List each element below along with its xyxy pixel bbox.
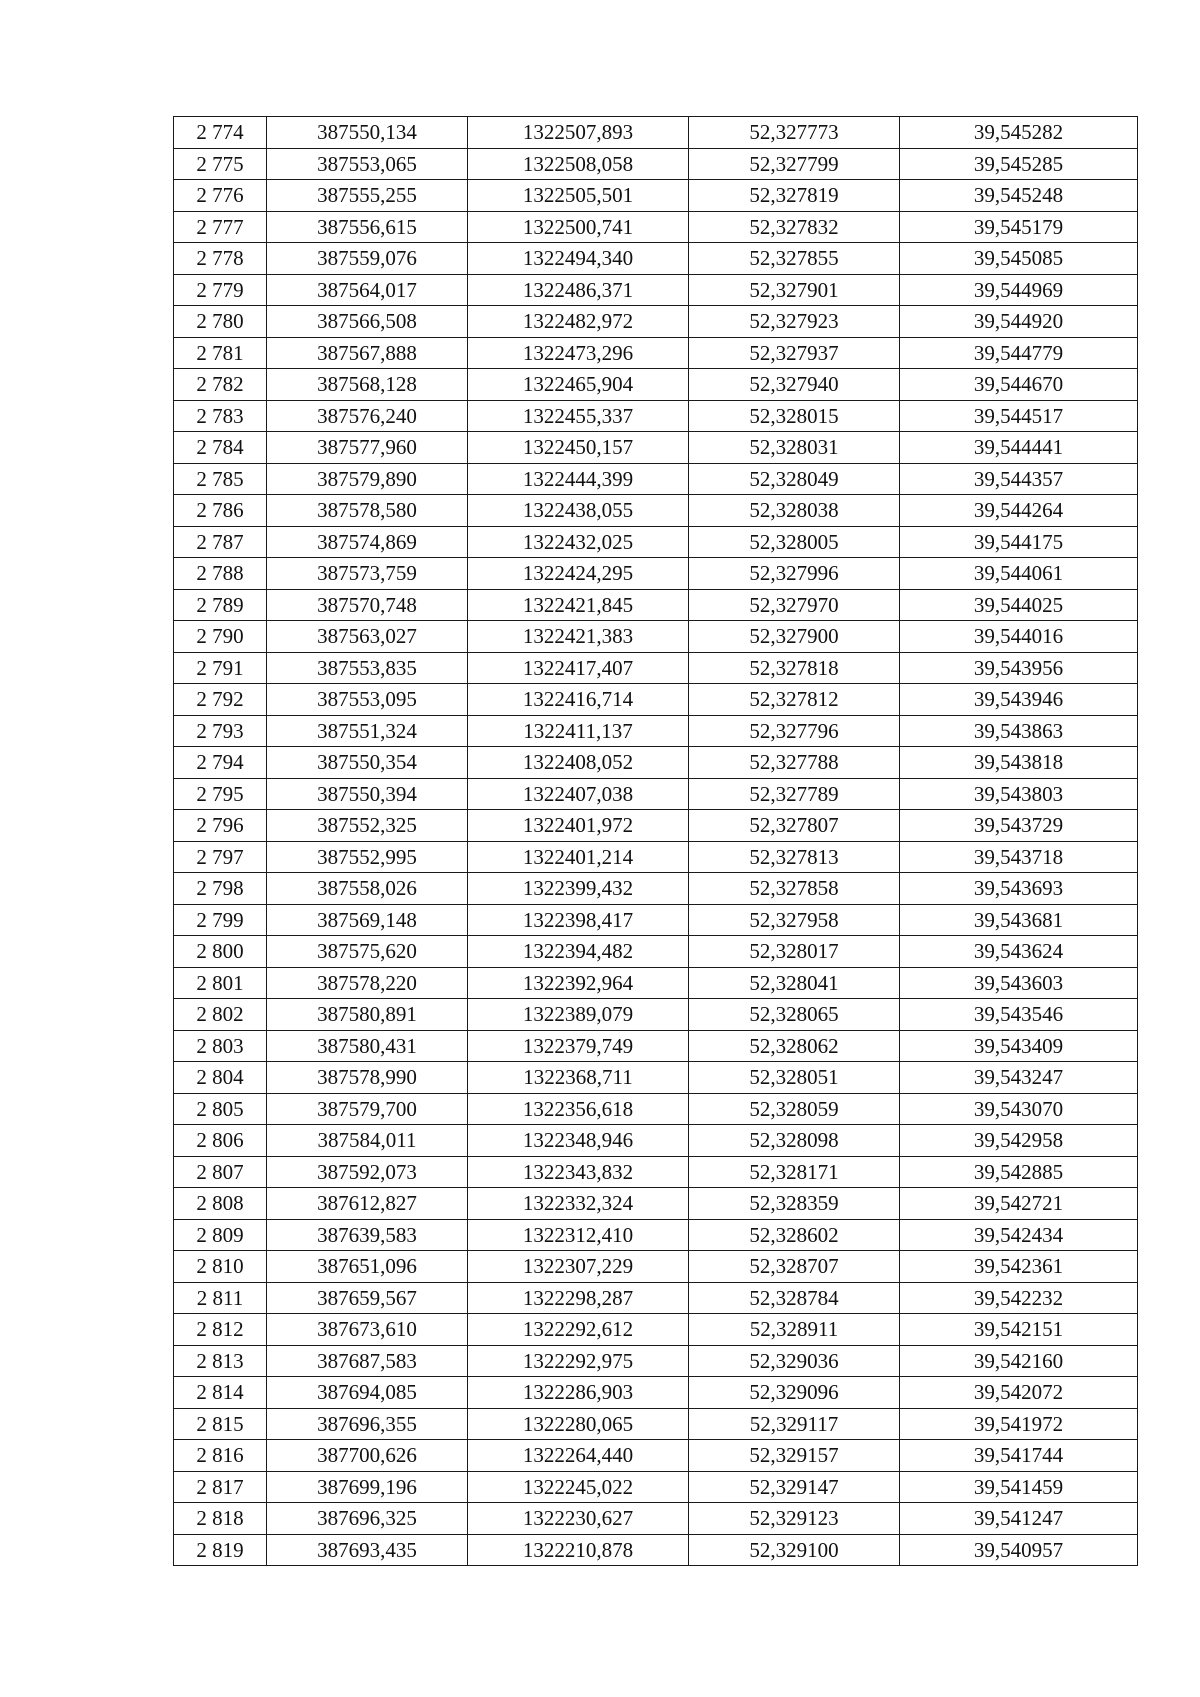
x-coordinate-cell: 387564,017 [267, 274, 468, 306]
x-coordinate-cell: 387579,890 [267, 463, 468, 495]
y-coordinate-cell: 1322508,058 [468, 148, 689, 180]
point-number-cell: 2 795 [174, 778, 267, 810]
table-row [174, 684, 1138, 716]
y-coordinate-cell: 1322292,612 [468, 1314, 689, 1346]
point-number-cell: 2 799 [174, 904, 267, 936]
table-row [174, 117, 1138, 149]
y-coordinate-cell: 1322444,399 [468, 463, 689, 495]
point-number-cell: 2 798 [174, 873, 267, 905]
latitude-cell: 52,327789 [689, 778, 900, 810]
y-coordinate-cell: 1322230,627 [468, 1503, 689, 1535]
latitude-cell: 52,328602 [689, 1219, 900, 1251]
x-coordinate-cell: 387584,011 [267, 1125, 468, 1157]
x-coordinate-cell: 387592,073 [267, 1156, 468, 1188]
longitude-cell: 39,542721 [900, 1188, 1138, 1220]
longitude-cell: 39,545282 [900, 117, 1138, 149]
point-number-cell: 2 780 [174, 306, 267, 338]
longitude-cell: 39,542885 [900, 1156, 1138, 1188]
latitude-cell: 52,328031 [689, 432, 900, 464]
longitude-cell: 39,542958 [900, 1125, 1138, 1157]
table-row [174, 1377, 1138, 1409]
latitude-cell: 52,328015 [689, 400, 900, 432]
longitude-cell: 39,545285 [900, 148, 1138, 180]
point-number-cell: 2 774 [174, 117, 267, 149]
point-number-cell: 2 791 [174, 652, 267, 684]
latitude-cell: 52,328017 [689, 936, 900, 968]
longitude-cell: 39,543624 [900, 936, 1138, 968]
y-coordinate-cell: 1322312,410 [468, 1219, 689, 1251]
table-row [174, 936, 1138, 968]
x-coordinate-cell: 387550,394 [267, 778, 468, 810]
table-row [174, 1345, 1138, 1377]
x-coordinate-cell: 387696,325 [267, 1503, 468, 1535]
table-row [174, 1251, 1138, 1283]
x-coordinate-cell: 387558,026 [267, 873, 468, 905]
longitude-cell: 39,541972 [900, 1408, 1138, 1440]
y-coordinate-cell: 1322505,501 [468, 180, 689, 212]
latitude-cell: 52,327773 [689, 117, 900, 149]
x-coordinate-cell: 387580,891 [267, 999, 468, 1031]
latitude-cell: 52,328038 [689, 495, 900, 527]
y-coordinate-cell: 1322500,741 [468, 211, 689, 243]
y-coordinate-cell: 1322411,137 [468, 715, 689, 747]
x-coordinate-cell: 387574,869 [267, 526, 468, 558]
longitude-cell: 39,544969 [900, 274, 1138, 306]
table-row [174, 274, 1138, 306]
longitude-cell: 39,542072 [900, 1377, 1138, 1409]
latitude-cell: 52,328065 [689, 999, 900, 1031]
longitude-cell: 39,543603 [900, 967, 1138, 999]
table-row [174, 1408, 1138, 1440]
longitude-cell: 39,544357 [900, 463, 1138, 495]
point-number-cell: 2 801 [174, 967, 267, 999]
y-coordinate-cell: 1322482,972 [468, 306, 689, 338]
y-coordinate-cell: 1322401,214 [468, 841, 689, 873]
table-row [174, 337, 1138, 369]
latitude-cell: 52,328784 [689, 1282, 900, 1314]
x-coordinate-cell: 387673,610 [267, 1314, 468, 1346]
table-row [174, 621, 1138, 653]
longitude-cell: 39,541744 [900, 1440, 1138, 1472]
latitude-cell: 52,327970 [689, 589, 900, 621]
table-row [174, 904, 1138, 936]
longitude-cell: 39,543946 [900, 684, 1138, 716]
point-number-cell: 2 794 [174, 747, 267, 779]
point-number-cell: 2 800 [174, 936, 267, 968]
y-coordinate-cell: 1322292,975 [468, 1345, 689, 1377]
longitude-cell: 39,541247 [900, 1503, 1138, 1535]
latitude-cell: 52,329036 [689, 1345, 900, 1377]
table-row [174, 810, 1138, 842]
longitude-cell: 39,545179 [900, 211, 1138, 243]
x-coordinate-cell: 387659,567 [267, 1282, 468, 1314]
x-coordinate-cell: 387578,580 [267, 495, 468, 527]
latitude-cell: 52,327832 [689, 211, 900, 243]
x-coordinate-cell: 387559,076 [267, 243, 468, 275]
latitude-cell: 52,328041 [689, 967, 900, 999]
y-coordinate-cell: 1322486,371 [468, 274, 689, 306]
table-row [174, 558, 1138, 590]
y-coordinate-cell: 1322507,893 [468, 117, 689, 149]
latitude-cell: 52,327818 [689, 652, 900, 684]
longitude-cell: 39,540957 [900, 1534, 1138, 1566]
point-number-cell: 2 790 [174, 621, 267, 653]
longitude-cell: 39,542151 [900, 1314, 1138, 1346]
point-number-cell: 2 785 [174, 463, 267, 495]
table-row [174, 369, 1138, 401]
longitude-cell: 39,544061 [900, 558, 1138, 590]
point-number-cell: 2 816 [174, 1440, 267, 1472]
table-row [174, 463, 1138, 495]
x-coordinate-cell: 387556,615 [267, 211, 468, 243]
latitude-cell: 52,329117 [689, 1408, 900, 1440]
point-number-cell: 2 778 [174, 243, 267, 275]
x-coordinate-cell: 387580,431 [267, 1030, 468, 1062]
latitude-cell: 52,327923 [689, 306, 900, 338]
longitude-cell: 39,543546 [900, 999, 1138, 1031]
y-coordinate-cell: 1322368,711 [468, 1062, 689, 1094]
latitude-cell: 52,328171 [689, 1156, 900, 1188]
longitude-cell: 39,543409 [900, 1030, 1138, 1062]
y-coordinate-cell: 1322280,065 [468, 1408, 689, 1440]
y-coordinate-cell: 1322307,229 [468, 1251, 689, 1283]
point-number-cell: 2 784 [174, 432, 267, 464]
point-number-cell: 2 809 [174, 1219, 267, 1251]
latitude-cell: 52,327807 [689, 810, 900, 842]
table-row [174, 400, 1138, 432]
point-number-cell: 2 793 [174, 715, 267, 747]
point-number-cell: 2 788 [174, 558, 267, 590]
latitude-cell: 52,328049 [689, 463, 900, 495]
longitude-cell: 39,543863 [900, 715, 1138, 747]
x-coordinate-cell: 387569,148 [267, 904, 468, 936]
y-coordinate-cell: 1322264,440 [468, 1440, 689, 1472]
longitude-cell: 39,542434 [900, 1219, 1138, 1251]
y-coordinate-cell: 1322421,383 [468, 621, 689, 653]
table-row [174, 1314, 1138, 1346]
latitude-cell: 52,327900 [689, 621, 900, 653]
point-number-cell: 2 807 [174, 1156, 267, 1188]
longitude-cell: 39,544920 [900, 306, 1138, 338]
longitude-cell: 39,544264 [900, 495, 1138, 527]
latitude-cell: 52,328005 [689, 526, 900, 558]
point-number-cell: 2 781 [174, 337, 267, 369]
table-row [174, 1188, 1138, 1220]
point-number-cell: 2 777 [174, 211, 267, 243]
latitude-cell: 52,328707 [689, 1251, 900, 1283]
longitude-cell: 39,543681 [900, 904, 1138, 936]
latitude-cell: 52,328059 [689, 1093, 900, 1125]
table-row [174, 495, 1138, 527]
longitude-cell: 39,543718 [900, 841, 1138, 873]
point-number-cell: 2 819 [174, 1534, 267, 1566]
x-coordinate-cell: 387553,095 [267, 684, 468, 716]
x-coordinate-cell: 387570,748 [267, 589, 468, 621]
latitude-cell: 52,329157 [689, 1440, 900, 1472]
x-coordinate-cell: 387552,325 [267, 810, 468, 842]
x-coordinate-cell: 387696,355 [267, 1408, 468, 1440]
latitude-cell: 52,327958 [689, 904, 900, 936]
point-number-cell: 2 810 [174, 1251, 267, 1283]
y-coordinate-cell: 1322332,324 [468, 1188, 689, 1220]
longitude-cell: 39,544441 [900, 432, 1138, 464]
latitude-cell: 52,329096 [689, 1377, 900, 1409]
y-coordinate-cell: 1322348,946 [468, 1125, 689, 1157]
table-row [174, 999, 1138, 1031]
latitude-cell: 52,327812 [689, 684, 900, 716]
x-coordinate-cell: 387687,583 [267, 1345, 468, 1377]
y-coordinate-cell: 1322343,832 [468, 1156, 689, 1188]
x-coordinate-cell: 387639,583 [267, 1219, 468, 1251]
longitude-cell: 39,544517 [900, 400, 1138, 432]
coordinates-table [173, 116, 1138, 1566]
table-row [174, 243, 1138, 275]
x-coordinate-cell: 387694,085 [267, 1377, 468, 1409]
table-row [174, 180, 1138, 212]
table-row [174, 1534, 1138, 1566]
longitude-cell: 39,543693 [900, 873, 1138, 905]
y-coordinate-cell: 1322389,079 [468, 999, 689, 1031]
point-number-cell: 2 786 [174, 495, 267, 527]
x-coordinate-cell: 387651,096 [267, 1251, 468, 1283]
latitude-cell: 52,327996 [689, 558, 900, 590]
point-number-cell: 2 811 [174, 1282, 267, 1314]
point-number-cell: 2 797 [174, 841, 267, 873]
table-row [174, 526, 1138, 558]
x-coordinate-cell: 387553,835 [267, 652, 468, 684]
point-number-cell: 2 815 [174, 1408, 267, 1440]
latitude-cell: 52,327796 [689, 715, 900, 747]
latitude-cell: 52,327813 [689, 841, 900, 873]
x-coordinate-cell: 387578,220 [267, 967, 468, 999]
x-coordinate-cell: 387550,354 [267, 747, 468, 779]
longitude-cell: 39,543070 [900, 1093, 1138, 1125]
table-row [174, 1282, 1138, 1314]
y-coordinate-cell: 1322399,432 [468, 873, 689, 905]
point-number-cell: 2 804 [174, 1062, 267, 1094]
y-coordinate-cell: 1322438,055 [468, 495, 689, 527]
longitude-cell: 39,543803 [900, 778, 1138, 810]
longitude-cell: 39,541459 [900, 1471, 1138, 1503]
x-coordinate-cell: 387576,240 [267, 400, 468, 432]
longitude-cell: 39,545085 [900, 243, 1138, 275]
longitude-cell: 39,542232 [900, 1282, 1138, 1314]
latitude-cell: 52,327788 [689, 747, 900, 779]
longitude-cell: 39,542361 [900, 1251, 1138, 1283]
table-row [174, 306, 1138, 338]
y-coordinate-cell: 1322408,052 [468, 747, 689, 779]
table-row [174, 589, 1138, 621]
latitude-cell: 52,329123 [689, 1503, 900, 1535]
latitude-cell: 52,327940 [689, 369, 900, 401]
coordinates-table-body [174, 117, 1138, 1566]
latitude-cell: 52,328359 [689, 1188, 900, 1220]
y-coordinate-cell: 1322416,714 [468, 684, 689, 716]
longitude-cell: 39,543729 [900, 810, 1138, 842]
x-coordinate-cell: 387693,435 [267, 1534, 468, 1566]
point-number-cell: 2 812 [174, 1314, 267, 1346]
y-coordinate-cell: 1322245,022 [468, 1471, 689, 1503]
x-coordinate-cell: 387573,759 [267, 558, 468, 590]
table-row [174, 1156, 1138, 1188]
point-number-cell: 2 818 [174, 1503, 267, 1535]
x-coordinate-cell: 387700,626 [267, 1440, 468, 1472]
point-number-cell: 2 806 [174, 1125, 267, 1157]
point-number-cell: 2 775 [174, 148, 267, 180]
x-coordinate-cell: 387555,255 [267, 180, 468, 212]
y-coordinate-cell: 1322401,972 [468, 810, 689, 842]
y-coordinate-cell: 1322407,038 [468, 778, 689, 810]
longitude-cell: 39,543247 [900, 1062, 1138, 1094]
longitude-cell: 39,543956 [900, 652, 1138, 684]
y-coordinate-cell: 1322394,482 [468, 936, 689, 968]
point-number-cell: 2 813 [174, 1345, 267, 1377]
latitude-cell: 52,328062 [689, 1030, 900, 1062]
longitude-cell: 39,544175 [900, 526, 1138, 558]
x-coordinate-cell: 387551,324 [267, 715, 468, 747]
y-coordinate-cell: 1322450,157 [468, 432, 689, 464]
latitude-cell: 52,328911 [689, 1314, 900, 1346]
y-coordinate-cell: 1322298,287 [468, 1282, 689, 1314]
y-coordinate-cell: 1322356,618 [468, 1093, 689, 1125]
x-coordinate-cell: 387577,960 [267, 432, 468, 464]
table-row [174, 873, 1138, 905]
x-coordinate-cell: 387553,065 [267, 148, 468, 180]
table-row [174, 1440, 1138, 1472]
latitude-cell: 52,327799 [689, 148, 900, 180]
y-coordinate-cell: 1322210,878 [468, 1534, 689, 1566]
point-number-cell: 2 803 [174, 1030, 267, 1062]
table-row [174, 1471, 1138, 1503]
y-coordinate-cell: 1322473,296 [468, 337, 689, 369]
x-coordinate-cell: 387699,196 [267, 1471, 468, 1503]
table-row [174, 211, 1138, 243]
latitude-cell: 52,327937 [689, 337, 900, 369]
latitude-cell: 52,327901 [689, 274, 900, 306]
table-row [174, 967, 1138, 999]
point-number-cell: 2 796 [174, 810, 267, 842]
latitude-cell: 52,328051 [689, 1062, 900, 1094]
x-coordinate-cell: 387575,620 [267, 936, 468, 968]
longitude-cell: 39,544016 [900, 621, 1138, 653]
table-row [174, 1219, 1138, 1251]
latitude-cell: 52,329100 [689, 1534, 900, 1566]
point-number-cell: 2 787 [174, 526, 267, 558]
longitude-cell: 39,542160 [900, 1345, 1138, 1377]
x-coordinate-cell: 387578,990 [267, 1062, 468, 1094]
point-number-cell: 2 805 [174, 1093, 267, 1125]
longitude-cell: 39,544025 [900, 589, 1138, 621]
table-row [174, 148, 1138, 180]
y-coordinate-cell: 1322424,295 [468, 558, 689, 590]
y-coordinate-cell: 1322398,417 [468, 904, 689, 936]
y-coordinate-cell: 1322417,407 [468, 652, 689, 684]
x-coordinate-cell: 387563,027 [267, 621, 468, 653]
latitude-cell: 52,327819 [689, 180, 900, 212]
longitude-cell: 39,543818 [900, 747, 1138, 779]
x-coordinate-cell: 387579,700 [267, 1093, 468, 1125]
table-row [174, 747, 1138, 779]
table-row [174, 1062, 1138, 1094]
y-coordinate-cell: 1322465,904 [468, 369, 689, 401]
y-coordinate-cell: 1322379,749 [468, 1030, 689, 1062]
table-row [174, 1093, 1138, 1125]
point-number-cell: 2 776 [174, 180, 267, 212]
y-coordinate-cell: 1322455,337 [468, 400, 689, 432]
point-number-cell: 2 782 [174, 369, 267, 401]
table-row [174, 1030, 1138, 1062]
point-number-cell: 2 808 [174, 1188, 267, 1220]
point-number-cell: 2 814 [174, 1377, 267, 1409]
latitude-cell: 52,329147 [689, 1471, 900, 1503]
y-coordinate-cell: 1322432,025 [468, 526, 689, 558]
point-number-cell: 2 779 [174, 274, 267, 306]
table-row [174, 1125, 1138, 1157]
longitude-cell: 39,544779 [900, 337, 1138, 369]
x-coordinate-cell: 387612,827 [267, 1188, 468, 1220]
table-row [174, 652, 1138, 684]
table-row [174, 432, 1138, 464]
x-coordinate-cell: 387566,508 [267, 306, 468, 338]
point-number-cell: 2 817 [174, 1471, 267, 1503]
x-coordinate-cell: 387552,995 [267, 841, 468, 873]
latitude-cell: 52,328098 [689, 1125, 900, 1157]
point-number-cell: 2 802 [174, 999, 267, 1031]
x-coordinate-cell: 387567,888 [267, 337, 468, 369]
point-number-cell: 2 789 [174, 589, 267, 621]
table-row [174, 1503, 1138, 1535]
y-coordinate-cell: 1322392,964 [468, 967, 689, 999]
longitude-cell: 39,545248 [900, 180, 1138, 212]
latitude-cell: 52,327855 [689, 243, 900, 275]
y-coordinate-cell: 1322286,903 [468, 1377, 689, 1409]
table-row [174, 841, 1138, 873]
table-row [174, 778, 1138, 810]
x-coordinate-cell: 387550,134 [267, 117, 468, 149]
y-coordinate-cell: 1322494,340 [468, 243, 689, 275]
latitude-cell: 52,327858 [689, 873, 900, 905]
table-row [174, 715, 1138, 747]
y-coordinate-cell: 1322421,845 [468, 589, 689, 621]
point-number-cell: 2 783 [174, 400, 267, 432]
longitude-cell: 39,544670 [900, 369, 1138, 401]
point-number-cell: 2 792 [174, 684, 267, 716]
x-coordinate-cell: 387568,128 [267, 369, 468, 401]
